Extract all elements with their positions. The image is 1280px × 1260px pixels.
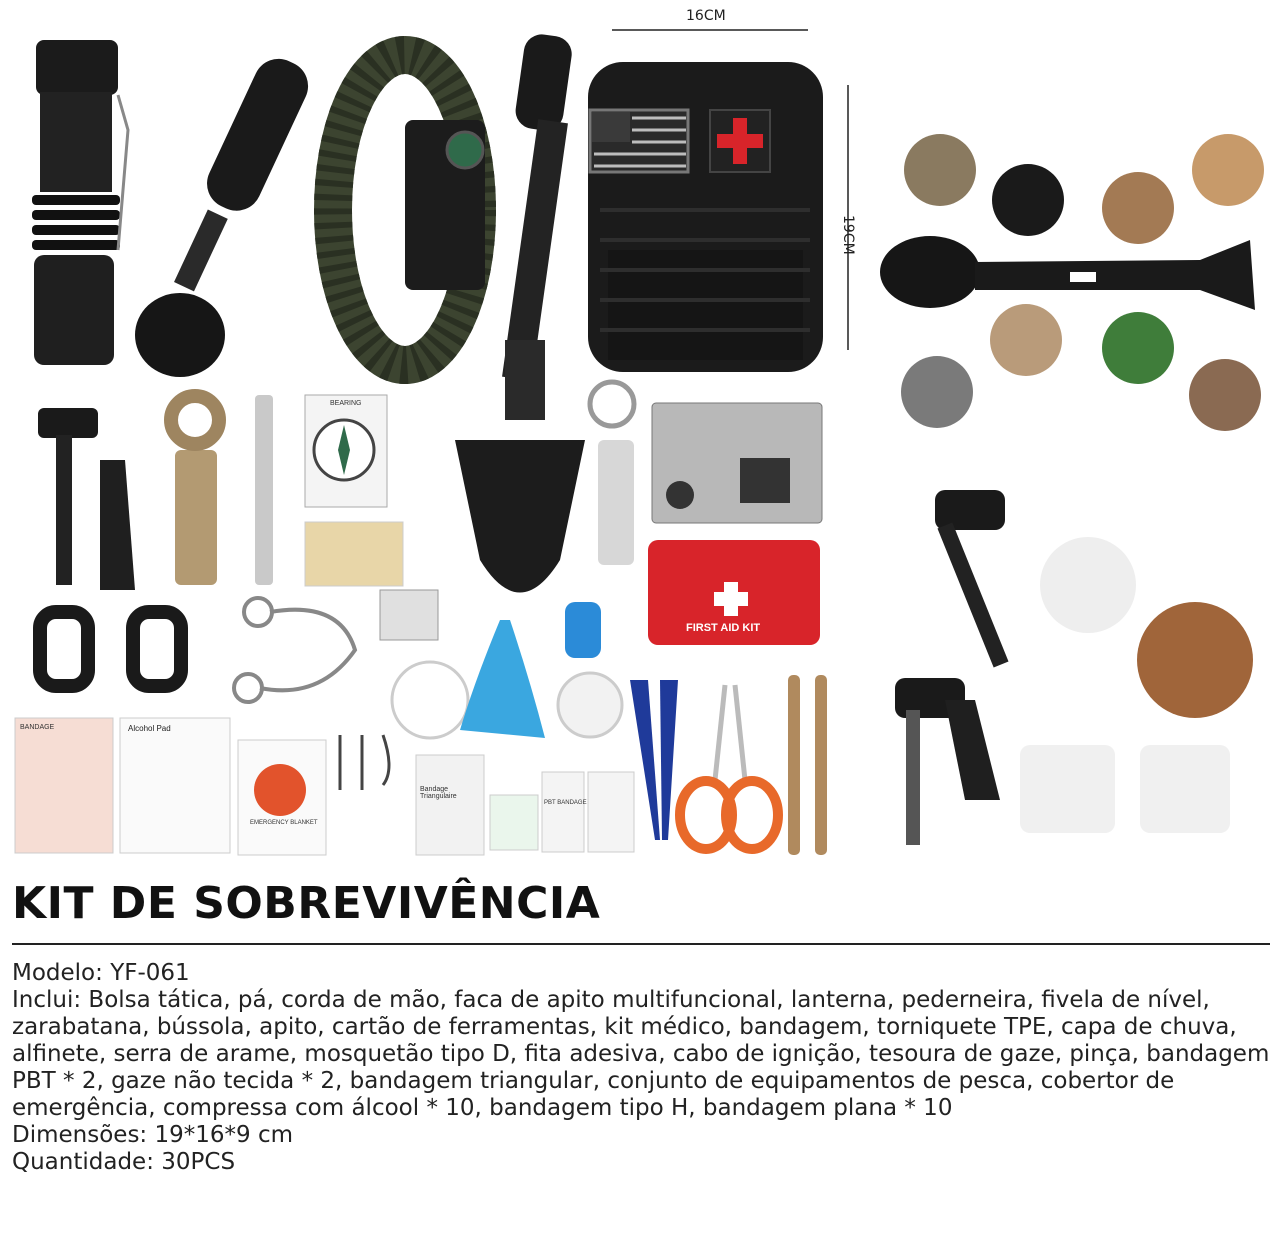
dimensions-line: Dimensões: 19*16*9 cm bbox=[12, 1122, 294, 1148]
strap-icon bbox=[175, 450, 217, 585]
cotton-swabs-icon bbox=[305, 522, 403, 586]
pbt-bandage-label: PBT BANDAGE bbox=[544, 800, 587, 806]
scissors-icon bbox=[680, 685, 778, 849]
bearing-label: BEARING bbox=[330, 400, 362, 407]
quantity-line: Quantidade: 30PCS bbox=[12, 1149, 236, 1175]
height-dimension-label: 19CM bbox=[840, 215, 856, 255]
includes-line: Inclui: Bolsa tática, pá, corda de mão, faca de apito multifuncional, lanterna, pederneira, fivela de nível, zarabatana, bússola, apito, cartão de ferramentas, kit médico, bandagem, torniquete TPE, capa de chuva, alfinete, serra de arame, mosquetão tipo D, fita adesiva, cabo de ignição, tesoura de gaze, pinça, bandagem PBT * 2, gaze não tecida * 2, bandagem triangular, conjunto de equipamentos de pesca, cobertor de emergência, compressa com álcool * 10, bandagem tipo H, bandagem plana * 10 bbox=[12, 987, 1270, 1121]
blowpipe-icon bbox=[255, 395, 273, 585]
compass-icon bbox=[305, 395, 387, 507]
fishing-tackle-icon bbox=[340, 735, 389, 790]
ferro-rod-icon bbox=[895, 490, 1009, 845]
gauze-icon bbox=[490, 795, 538, 850]
alcohol-pad-label: Alcohol Pad bbox=[128, 724, 171, 733]
multitool-spork-icon bbox=[880, 236, 1255, 310]
model-line: Modelo: YF-061 bbox=[12, 960, 190, 986]
product-specs bbox=[12, 960, 1270, 1176]
spork-icon bbox=[135, 51, 316, 377]
emergency-blanket-label: EMERGENCY BLANKET bbox=[250, 820, 318, 826]
paracord-bracelet-icon bbox=[333, 55, 485, 365]
safety-pins-icon bbox=[380, 590, 438, 640]
demo-photo-circles bbox=[1020, 537, 1253, 833]
tinder-rope-icon bbox=[788, 675, 800, 855]
pbt-bandage-icon bbox=[542, 772, 584, 852]
whistle-icon bbox=[590, 382, 634, 565]
wire-saw-icon bbox=[234, 598, 355, 702]
tape-icon bbox=[558, 673, 622, 737]
triangular-bandage-label: Bandage Triangulaire bbox=[420, 786, 457, 800]
title-divider bbox=[12, 943, 1270, 945]
page-title: KIT DE SOBREVIVÊNCIA bbox=[12, 878, 601, 929]
bandage-label: BANDAGE bbox=[20, 724, 55, 731]
first-aid-kit-label: FIRST AID KIT bbox=[686, 622, 761, 634]
alcohol-pad-icon bbox=[120, 718, 230, 853]
tactical-bag-icon bbox=[588, 62, 823, 372]
fire-starter-icon bbox=[38, 408, 135, 590]
tourniquet-icon bbox=[565, 602, 601, 658]
triangular-bandage-icon bbox=[416, 755, 484, 855]
fishing-line-icon bbox=[392, 662, 468, 738]
width-dimension-label: 16CM bbox=[686, 8, 726, 24]
flashlight-icon bbox=[32, 40, 128, 365]
tool-card-icon bbox=[652, 403, 822, 523]
d-ring-carabiner-icon bbox=[40, 612, 181, 686]
poncho-icon bbox=[460, 620, 545, 738]
bandage-pack-icon bbox=[15, 718, 113, 853]
